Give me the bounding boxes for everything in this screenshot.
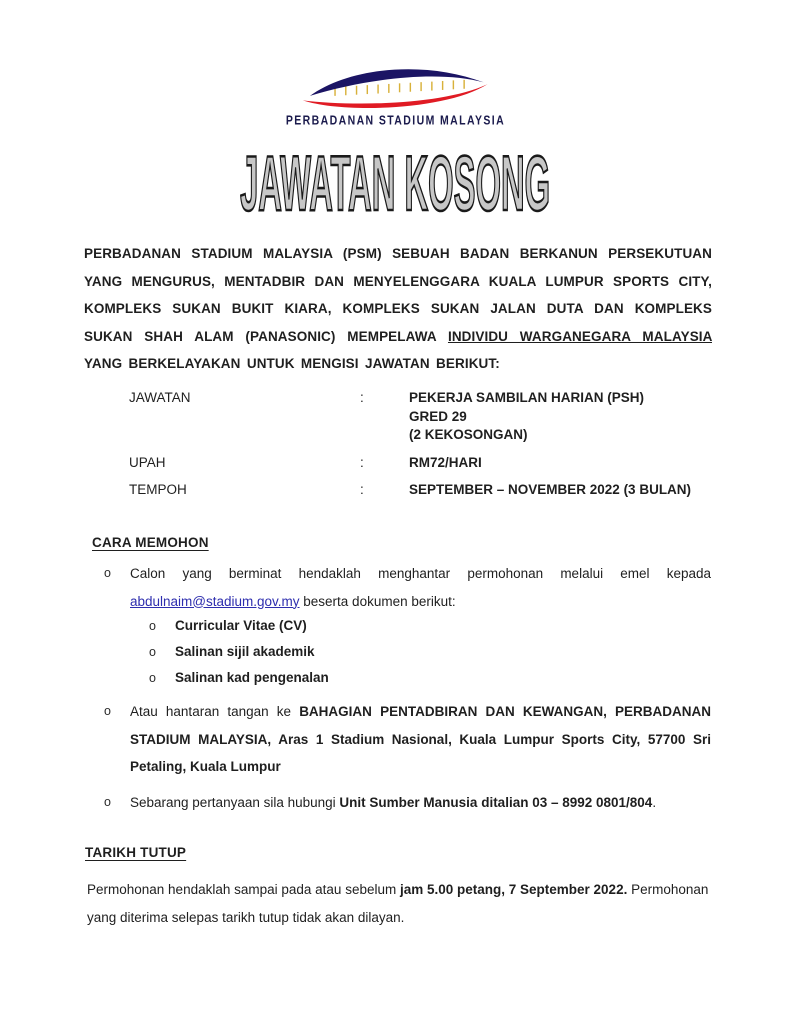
document-name: Salinan kad pengenalan	[175, 670, 329, 685]
closing-paragraph	[87, 876, 714, 932]
intro-text-before: PERBADANAN STADIUM MALAYSIA (PSM) SEBUAH BADAN BERKANUN PERSEKUTUAN YANG MENGURUS, MENTADBIR DAN MENYELENGGARA KUALA LUMPUR SPORTS CITY, KOMPLEKS SUKAN BUKIT KIARA, KOMPLEKS SUKAN JALAN DUTA DAN KOMPLEKS SUKAN SHAH ALAM (PANASONIC) MEMPELAWA	[84, 246, 712, 344]
bullet-icon: o	[104, 566, 111, 580]
bullet-item-email	[104, 560, 711, 615]
detail-label: UPAH	[129, 454, 166, 470]
logo-block	[0, 60, 791, 127]
detail-label: TEMPOH	[129, 482, 187, 497]
closing-deadline: jam 5.00 petang, 7 September 2022.	[399, 882, 628, 897]
tarikh-tutup-heading: TARIKH TUTUP	[85, 845, 187, 860]
list-item	[149, 613, 569, 639]
bullet-item-enquiry	[104, 789, 711, 817]
vacancy-title-wrap	[0, 139, 791, 227]
psm-logo-icon	[291, 60, 501, 112]
detail-value-line: GRED 29	[409, 408, 467, 424]
closing-text-after: Permohonan yang diterima selepas tarikh tutup tidak akan dilayan.	[87, 882, 709, 925]
intro-paragraph	[84, 240, 712, 378]
detail-value	[409, 454, 711, 473]
bullet-icon: o	[149, 671, 156, 685]
enquiry-lead: Sebarang pertanyaan sila hubungi	[130, 795, 340, 810]
detail-value	[409, 389, 711, 445]
list-item	[149, 665, 569, 691]
hand-delivery-address: BAHAGIAN PENTADBIRAN DAN KEWANGAN, PERBADANAN STADIUM MALAYSIA, Aras 1 Stadium Nasional, Kuala Lumpur Sports City, 57700 Sri Petaling, Kuala Lumpur	[130, 704, 711, 775]
document-list	[149, 613, 569, 691]
detail-label: JAWATAN	[129, 390, 191, 405]
hand-delivery-lead: Atau hantaran tangan ke	[130, 704, 300, 719]
bullet-icon: o	[104, 704, 111, 718]
document-name: Curricular Vitae (CV)	[175, 618, 307, 633]
bullet-item-hand-delivery	[104, 698, 711, 781]
bullet-icon: o	[149, 645, 156, 659]
detail-value-line: SEPTEMBER – NOVEMBER 2022 (3 BULAN)	[409, 482, 692, 497]
table-row-tempoh	[129, 481, 711, 500]
job-details-table	[129, 389, 711, 509]
bullet-icon: o	[104, 795, 111, 809]
email-link[interactable]: abdulnaim@stadium.gov.my	[130, 593, 300, 609]
closing-text-before: Permohonan hendaklah sampai pada atau sebelum	[87, 882, 400, 897]
table-row-jawatan	[129, 389, 711, 445]
detail-value-line: RM72/HARI	[409, 454, 482, 470]
org-name: PERBADANAN STADIUM MALAYSIA	[285, 113, 506, 129]
enquiry-contact: Unit Sumber Manusia ditalian 03 – 8992 0801/804	[339, 795, 653, 810]
document-name: Salinan sijil akademik	[175, 644, 315, 659]
intro-underlined-phrase: INDIVIDU WARGANEGARA MALAYSIA	[447, 328, 712, 344]
bullet-icon: o	[149, 619, 156, 633]
table-row-upah	[129, 454, 711, 473]
cara-memohon-heading: CARA MEMOHON	[92, 535, 209, 550]
bullet-text	[130, 789, 711, 817]
detail-value	[409, 481, 711, 500]
enquiry-period: .	[652, 795, 657, 810]
email-bullet-after: beserta dokumen berikut:	[299, 593, 456, 609]
detail-colon: :	[360, 482, 364, 497]
detail-colon: :	[360, 454, 364, 470]
bullet-text	[130, 698, 711, 781]
detail-colon: :	[360, 390, 364, 405]
detail-value-line: PEKERJA SAMBILAN HARIAN (PSH)	[409, 390, 645, 405]
email-bullet-before: Calon yang berminat hendaklah menghantar permohonan melalui emel kepada	[130, 566, 711, 581]
bullet-text	[130, 560, 711, 615]
vacancy-title: JAWATAN KOSONG	[240, 139, 551, 227]
intro-text-after: YANG BERKELAYAKAN UNTUK MENGISI JAWATAN BERIKUT:	[84, 356, 500, 372]
list-item	[149, 639, 569, 665]
detail-value-line: (2 KEKOSONGAN)	[409, 427, 528, 442]
